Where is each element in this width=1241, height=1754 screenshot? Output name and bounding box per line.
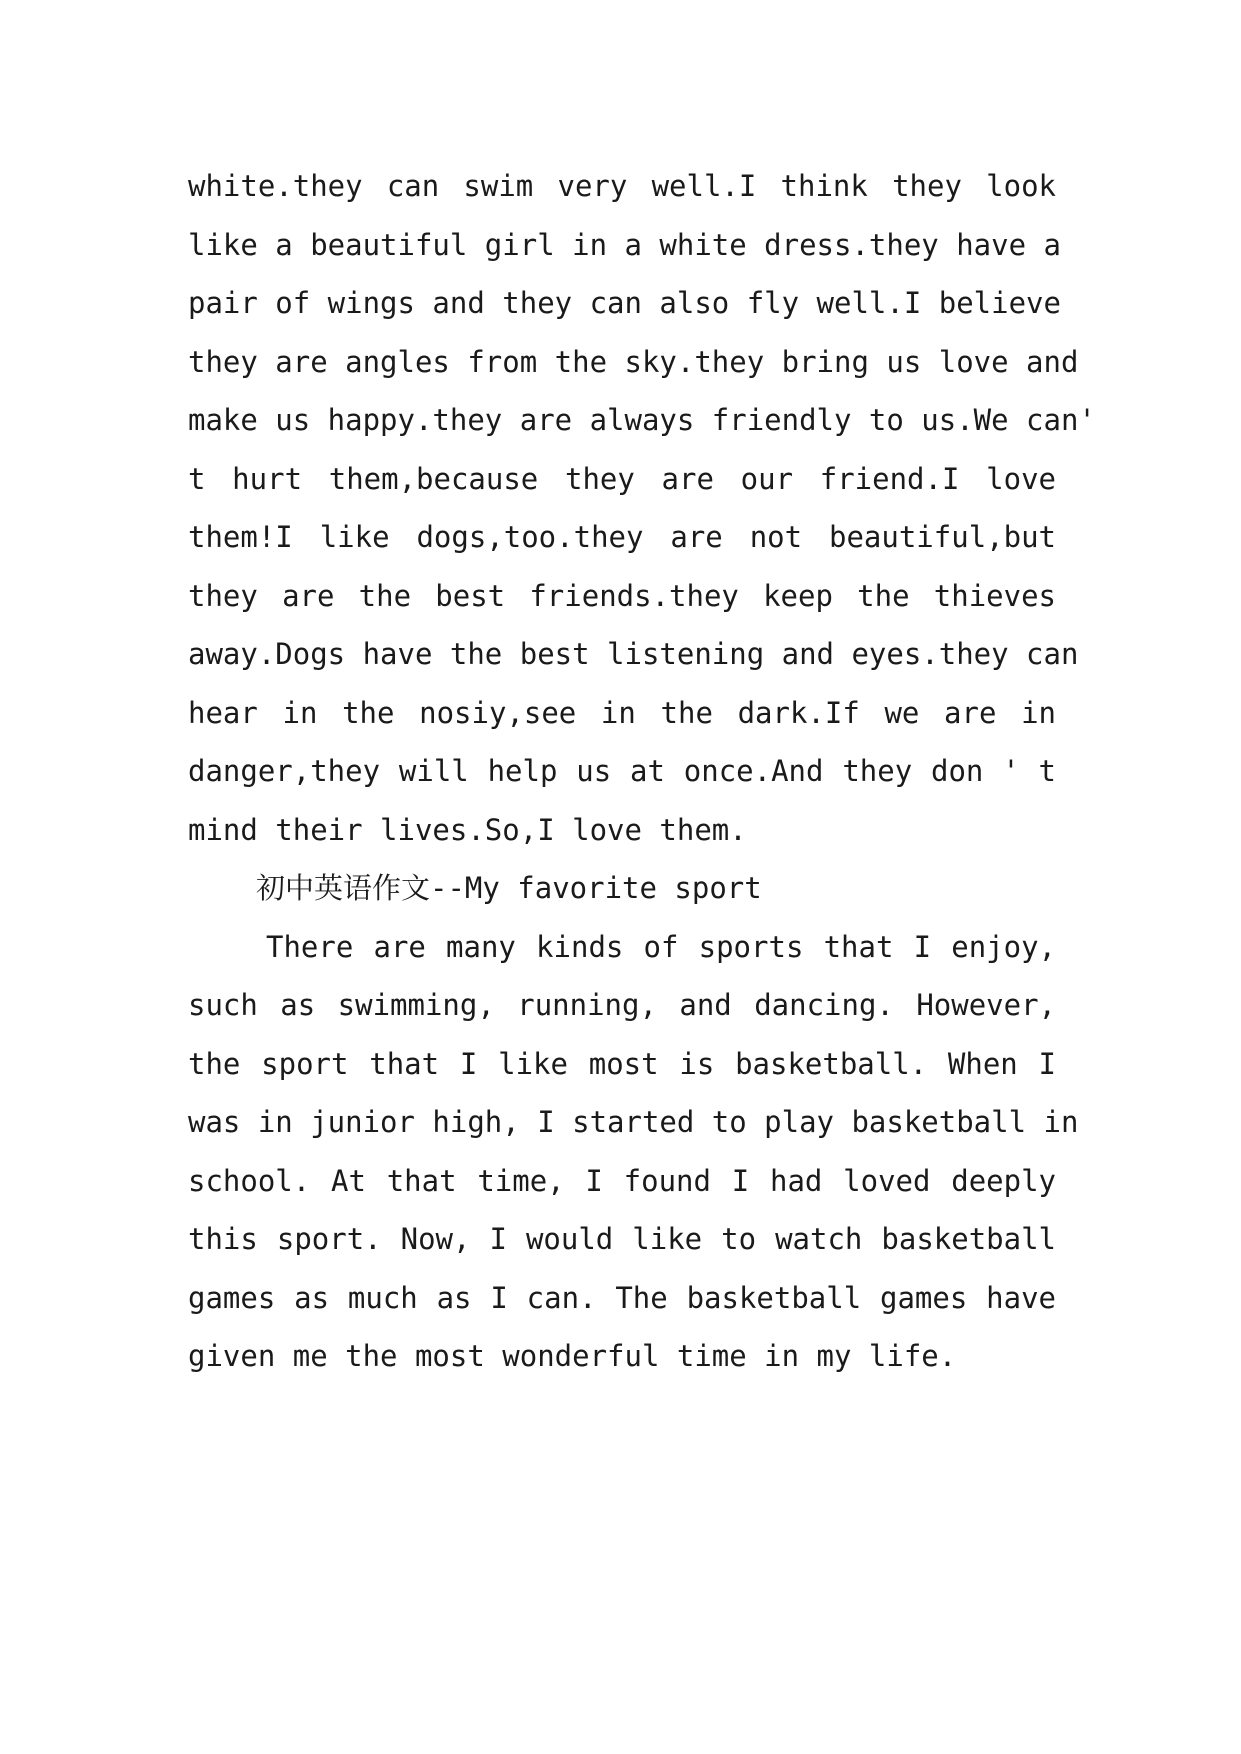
passage1-line: make us happy.they are always friendly to us.We can' (188, 403, 1096, 437)
passage1-line: danger,they will help us at once.And they don ' t (188, 754, 1056, 788)
passage2-line: school. At that time, I found I had loved deeply (188, 1163, 1056, 1198)
passage2-line: There are many kinds of sports that I enjoy, (266, 929, 1056, 964)
section-title: 初中英语作文--My favorite sport (256, 871, 762, 905)
passage2-line: given me the most wonderful time in my life. (188, 1339, 957, 1373)
passage1-line: they are the best friends.they keep the thieves (188, 578, 1056, 613)
passage1-line: white.they can swim very well.I think they look (188, 169, 1056, 203)
passage2-line: such as swimming, running, and dancing. However, (188, 988, 1056, 1022)
passage1-line: t hurt them,because they are our friend.I love (188, 461, 1056, 496)
passage1-line: like a beautiful girl in a white dress.they have a (188, 227, 1061, 262)
passage2-line: was in junior high, I started to play basketball in (188, 1105, 1079, 1139)
passage1-line: them!I like dogs,too.they are not beautiful,but (188, 520, 1056, 554)
passage1-line: away.Dogs have the best listening and eyes.they can (188, 637, 1079, 671)
passage2-line: this sport. Now, I would like to watch basketball (188, 1222, 1056, 1256)
document-body (188, 157, 1096, 1386)
passage1-line: they are angles from the sky.they bring us love and (188, 344, 1079, 379)
passage1-line: hear in the nosiy,see in the dark.If we are in (188, 695, 1056, 730)
passage2-line: games as much as I can. The basketball games have (188, 1280, 1056, 1315)
passage1-line: pair of wings and they can also fly well.I believe (188, 286, 1061, 320)
passage2-line: the sport that I like most is basketball. When I (188, 1046, 1056, 1081)
passage1-line: mind their lives.So,I love them. (188, 812, 747, 847)
